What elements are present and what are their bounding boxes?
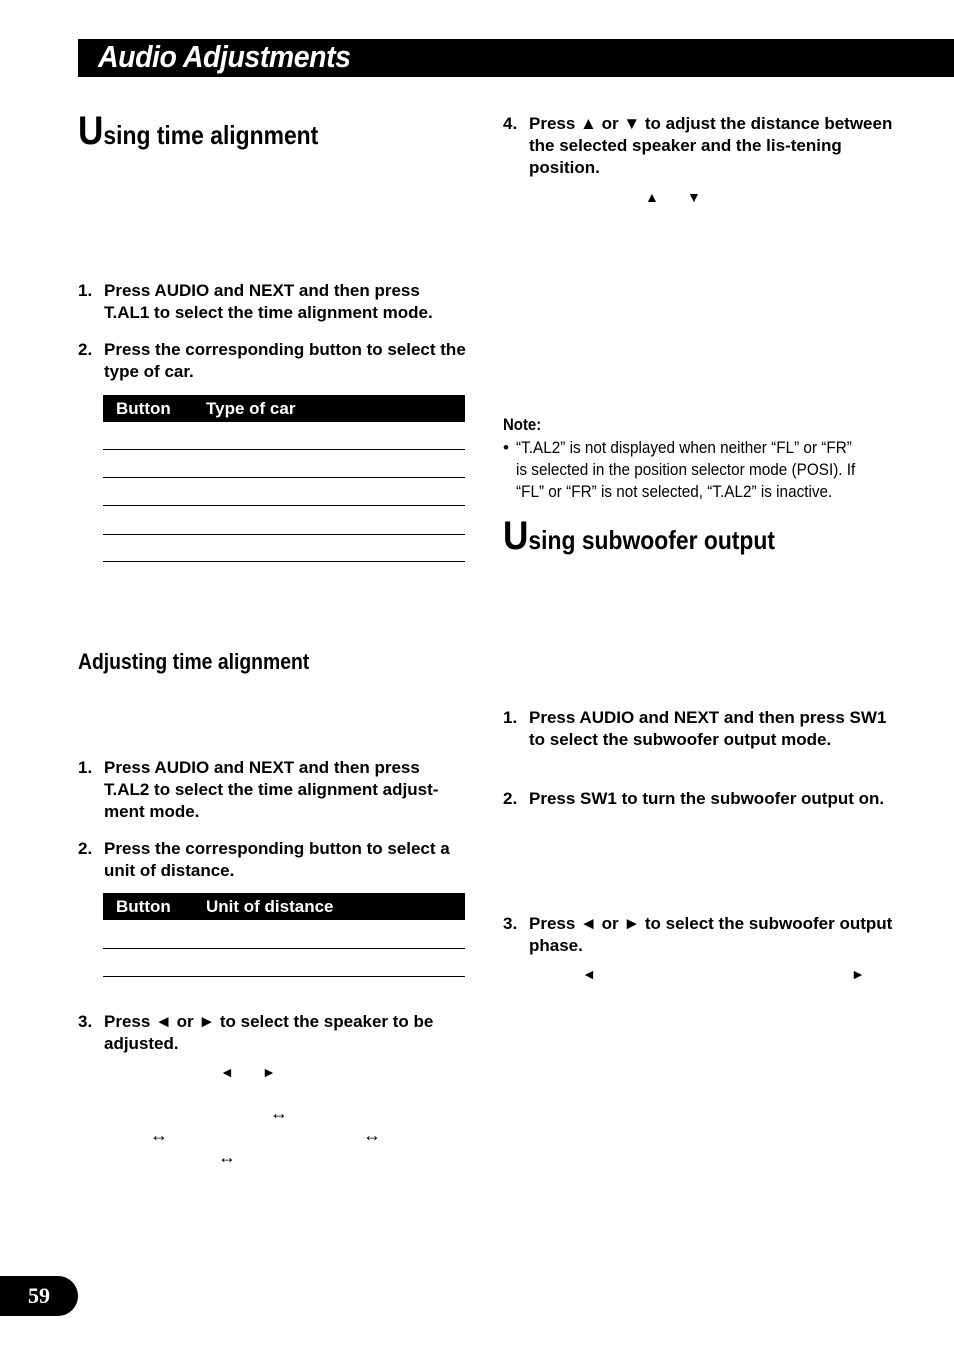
left-right-arrow-icon: ↔ xyxy=(218,1147,236,1167)
table-header-unit: Unit of distance xyxy=(206,897,334,916)
table-row-divider xyxy=(103,976,465,977)
step-text: Press AUDIO and NEXT and then press T.AL2 to select the time alignment adjust-ment mode. xyxy=(104,758,439,821)
step-3-subwoofer-phase xyxy=(503,913,895,957)
table-row-divider xyxy=(103,477,465,478)
left-arrow-icon: ◄ xyxy=(582,966,596,982)
step-text: Press the corresponding button to select a unit of distance. xyxy=(104,839,450,880)
step-2-type-of-car xyxy=(78,339,468,383)
up-arrow-icon: ▲ xyxy=(645,189,659,205)
step-number: 3. xyxy=(503,914,518,933)
section-title-subwoofer xyxy=(503,514,775,558)
table-header-type: Type of car xyxy=(206,399,296,418)
table-row-divider xyxy=(103,948,465,949)
step-text: Press ▲ or ▼ to adjust the distance between the selected speaker and the lis-tening position. xyxy=(529,114,893,177)
page-header-title: Audio Adjustments xyxy=(98,39,351,74)
bullet: • xyxy=(503,438,509,457)
table-header-button: Button xyxy=(116,897,171,916)
note-text: “T.AL2” is not displayed when neither “FL” or “FR” is selected in the position selector mode (POSI). If “FL” or “FR” is not selected, “T.AL2” is inactive. xyxy=(516,438,856,501)
left-arrow-icon: ◄ xyxy=(220,1064,234,1080)
section-title-rest: sing subwoofer output xyxy=(528,525,775,555)
step-text: Press AUDIO and NEXT and then press SW1 to select the subwoofer output mode. xyxy=(529,708,887,749)
step-number: 2. xyxy=(503,789,518,808)
table-row-divider xyxy=(103,561,465,562)
table-header-unit-of-distance xyxy=(103,893,465,920)
table-row-divider xyxy=(103,449,465,450)
step-number: 1. xyxy=(503,708,518,727)
step-text: Press SW1 to turn the subwoofer output on. xyxy=(529,789,885,808)
note-label: Note: xyxy=(503,415,542,434)
left-right-arrow-icon: ↔ xyxy=(150,1125,168,1145)
left-right-arrow-icon: ↔ xyxy=(363,1125,381,1145)
subsection-title-adjusting: Adjusting time alignment xyxy=(78,649,310,674)
page-number: 59 xyxy=(0,1276,78,1316)
step-2-unit-of-distance xyxy=(78,838,468,882)
section-title-time-alignment xyxy=(78,109,319,153)
down-arrow-icon: ▼ xyxy=(687,189,701,205)
step-number: 1. xyxy=(78,281,93,300)
step-1-adjust-mode xyxy=(78,757,468,823)
step-3-select-speaker xyxy=(78,1011,468,1055)
step-1-subwoofer-mode xyxy=(503,707,895,751)
table-row-divider xyxy=(103,505,465,506)
section-title-initial: U xyxy=(78,109,104,153)
section-title-initial: U xyxy=(503,514,529,558)
table-header-type-of-car xyxy=(103,395,465,422)
right-arrow-icon: ► xyxy=(262,1064,276,1080)
table-row-divider xyxy=(103,534,465,535)
step-2-subwoofer-on xyxy=(503,788,895,810)
table-header-button: Button xyxy=(116,399,171,418)
left-right-arrow-icon: ↔ xyxy=(270,1103,288,1123)
step-text: Press ◄ or ► to select the speaker to be adjusted. xyxy=(104,1012,434,1053)
step-number: 1. xyxy=(78,758,93,777)
right-arrow-icon: ► xyxy=(851,966,865,982)
step-number: 2. xyxy=(78,340,93,359)
step-number: 3. xyxy=(78,1012,93,1031)
note-body xyxy=(503,437,893,503)
section-title-rest: sing time alignment xyxy=(103,120,319,150)
step-number: 2. xyxy=(78,839,93,858)
step-text: Press the corresponding button to select the type of car. xyxy=(104,340,466,381)
step-1-time-alignment xyxy=(78,280,468,324)
step-text: Press ◄ or ► to select the subwoofer output phase. xyxy=(529,914,893,955)
step-text: Press AUDIO and NEXT and then press T.AL1 to select the time alignment mode. xyxy=(104,281,433,322)
step-number: 4. xyxy=(503,114,518,133)
step-4-adjust-distance xyxy=(503,113,895,179)
